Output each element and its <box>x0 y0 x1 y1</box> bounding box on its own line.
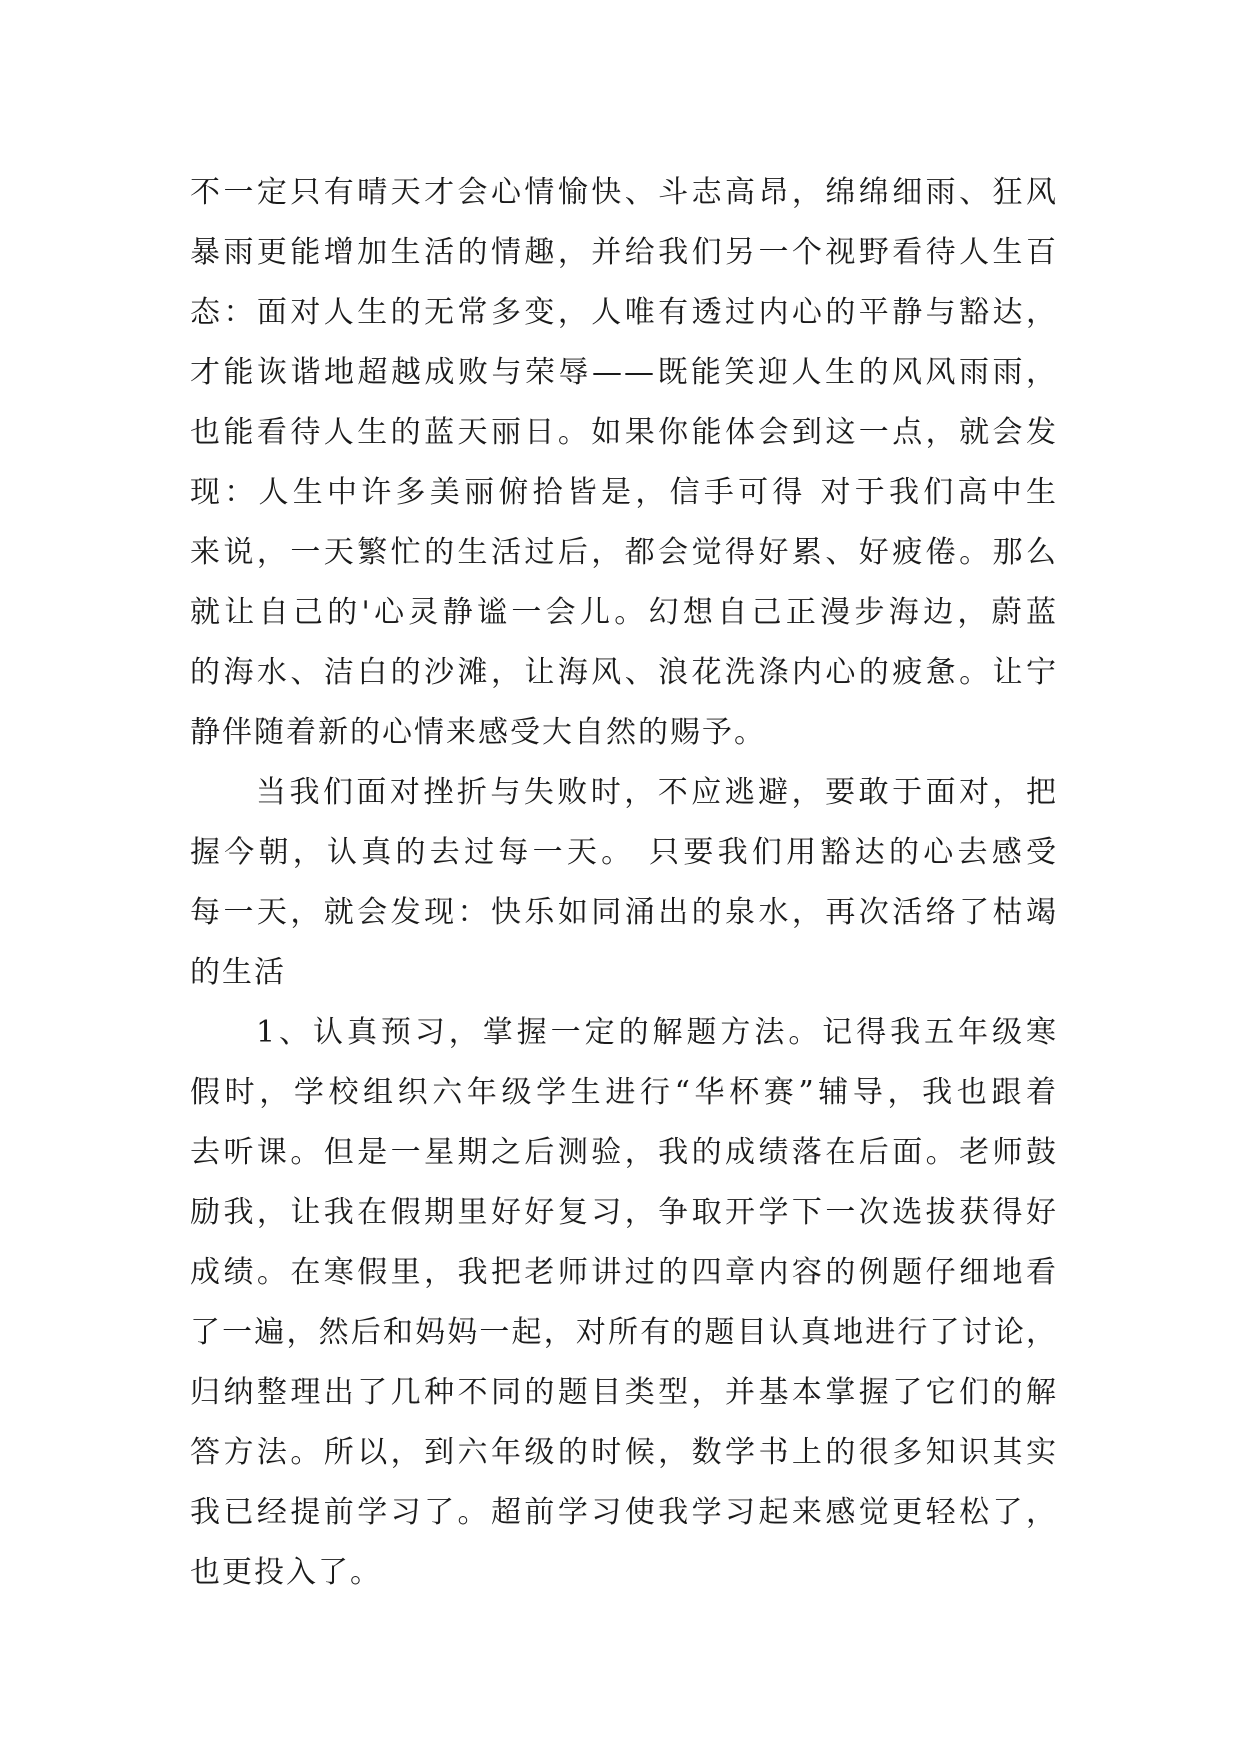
text-line: 励我，让我在假期里好好复习，争取开学下一次选拔获得好 <box>190 1195 1058 1230</box>
paragraph-3 <box>190 1003 1058 1603</box>
text-line: 归纳整理出了几种不同的题目类型，并基本掌握了它们的解 <box>190 1375 1058 1410</box>
text-line: 每一天，就会发现：快乐如同涌出的泉水，再次活络了枯竭 <box>190 895 1058 930</box>
text-line: 现：人生中许多美丽俯拾皆是，信手可得 对于我们高中生 <box>190 475 1058 510</box>
text-line: 来说，一天繁忙的生活过后，都会觉得好累、好疲倦。那么 <box>190 535 1058 570</box>
text-line: 了一遍，然后和妈妈一起，对所有的题目认真地进行了讨论， <box>190 1315 1058 1350</box>
text-line: 就让自己的'心灵静谧一会儿。幻想自己正漫步海边，蔚蓝 <box>190 595 1058 630</box>
text-line: 暴雨更能增加生活的情趣，并给我们另一个视野看待人生百 <box>190 235 1058 270</box>
text-line: 的海水、洁白的沙滩，让海风、浪花洗涤内心的疲惫。让宁 <box>190 655 1058 690</box>
text-line: 假时，学校组织六年级学生进行“华杯赛”辅导，我也跟着 <box>190 1075 1058 1110</box>
text-line: 不一定只有晴天才会心情愉快、斗志高昂，绵绵细雨、狂风 <box>190 175 1058 210</box>
text-line: 去听课。但是一星期之后测验，我的成绩落在后面。老师鼓 <box>190 1135 1058 1170</box>
text-line: 才能诙谐地超越成败与荣辱——既能笑迎人生的风风雨雨， <box>190 355 1058 390</box>
text-line: 握今朝，认真的去过每一天。 只要我们用豁达的心去感受 <box>190 835 1058 870</box>
text-line: 我已经提前学习了。超前学习使我学习起来感觉更轻松了， <box>190 1495 1058 1530</box>
document-body <box>190 163 1058 1603</box>
paragraph-2 <box>190 763 1058 1003</box>
text-line: 态：面对人生的无常多变，人唯有透过内心的平静与豁达， <box>190 295 1058 330</box>
text-line: 静伴随着新的心情来感受大自然的赐予。 <box>190 715 766 750</box>
text-line: 答方法。所以，到六年级的时候，数学书上的很多知识其实 <box>190 1435 1058 1470</box>
text-line: 也能看待人生的蓝天丽日。如果你能体会到这一点，就会发 <box>190 415 1058 450</box>
text-line: 也更投入了。 <box>190 1555 382 1590</box>
paragraph-1 <box>190 163 1058 763</box>
text-line: 成绩。在寒假里，我把老师讲过的四章内容的例题仔细地看 <box>190 1255 1058 1290</box>
text-line: 的生活 <box>190 955 286 990</box>
text-line: 当我们面对挫折与失败时，不应逃避，要敢于面对，把 <box>256 775 1058 810</box>
text-line: 1、认真预习，掌握一定的解题方法。记得我五年级寒 <box>256 1015 1058 1050</box>
